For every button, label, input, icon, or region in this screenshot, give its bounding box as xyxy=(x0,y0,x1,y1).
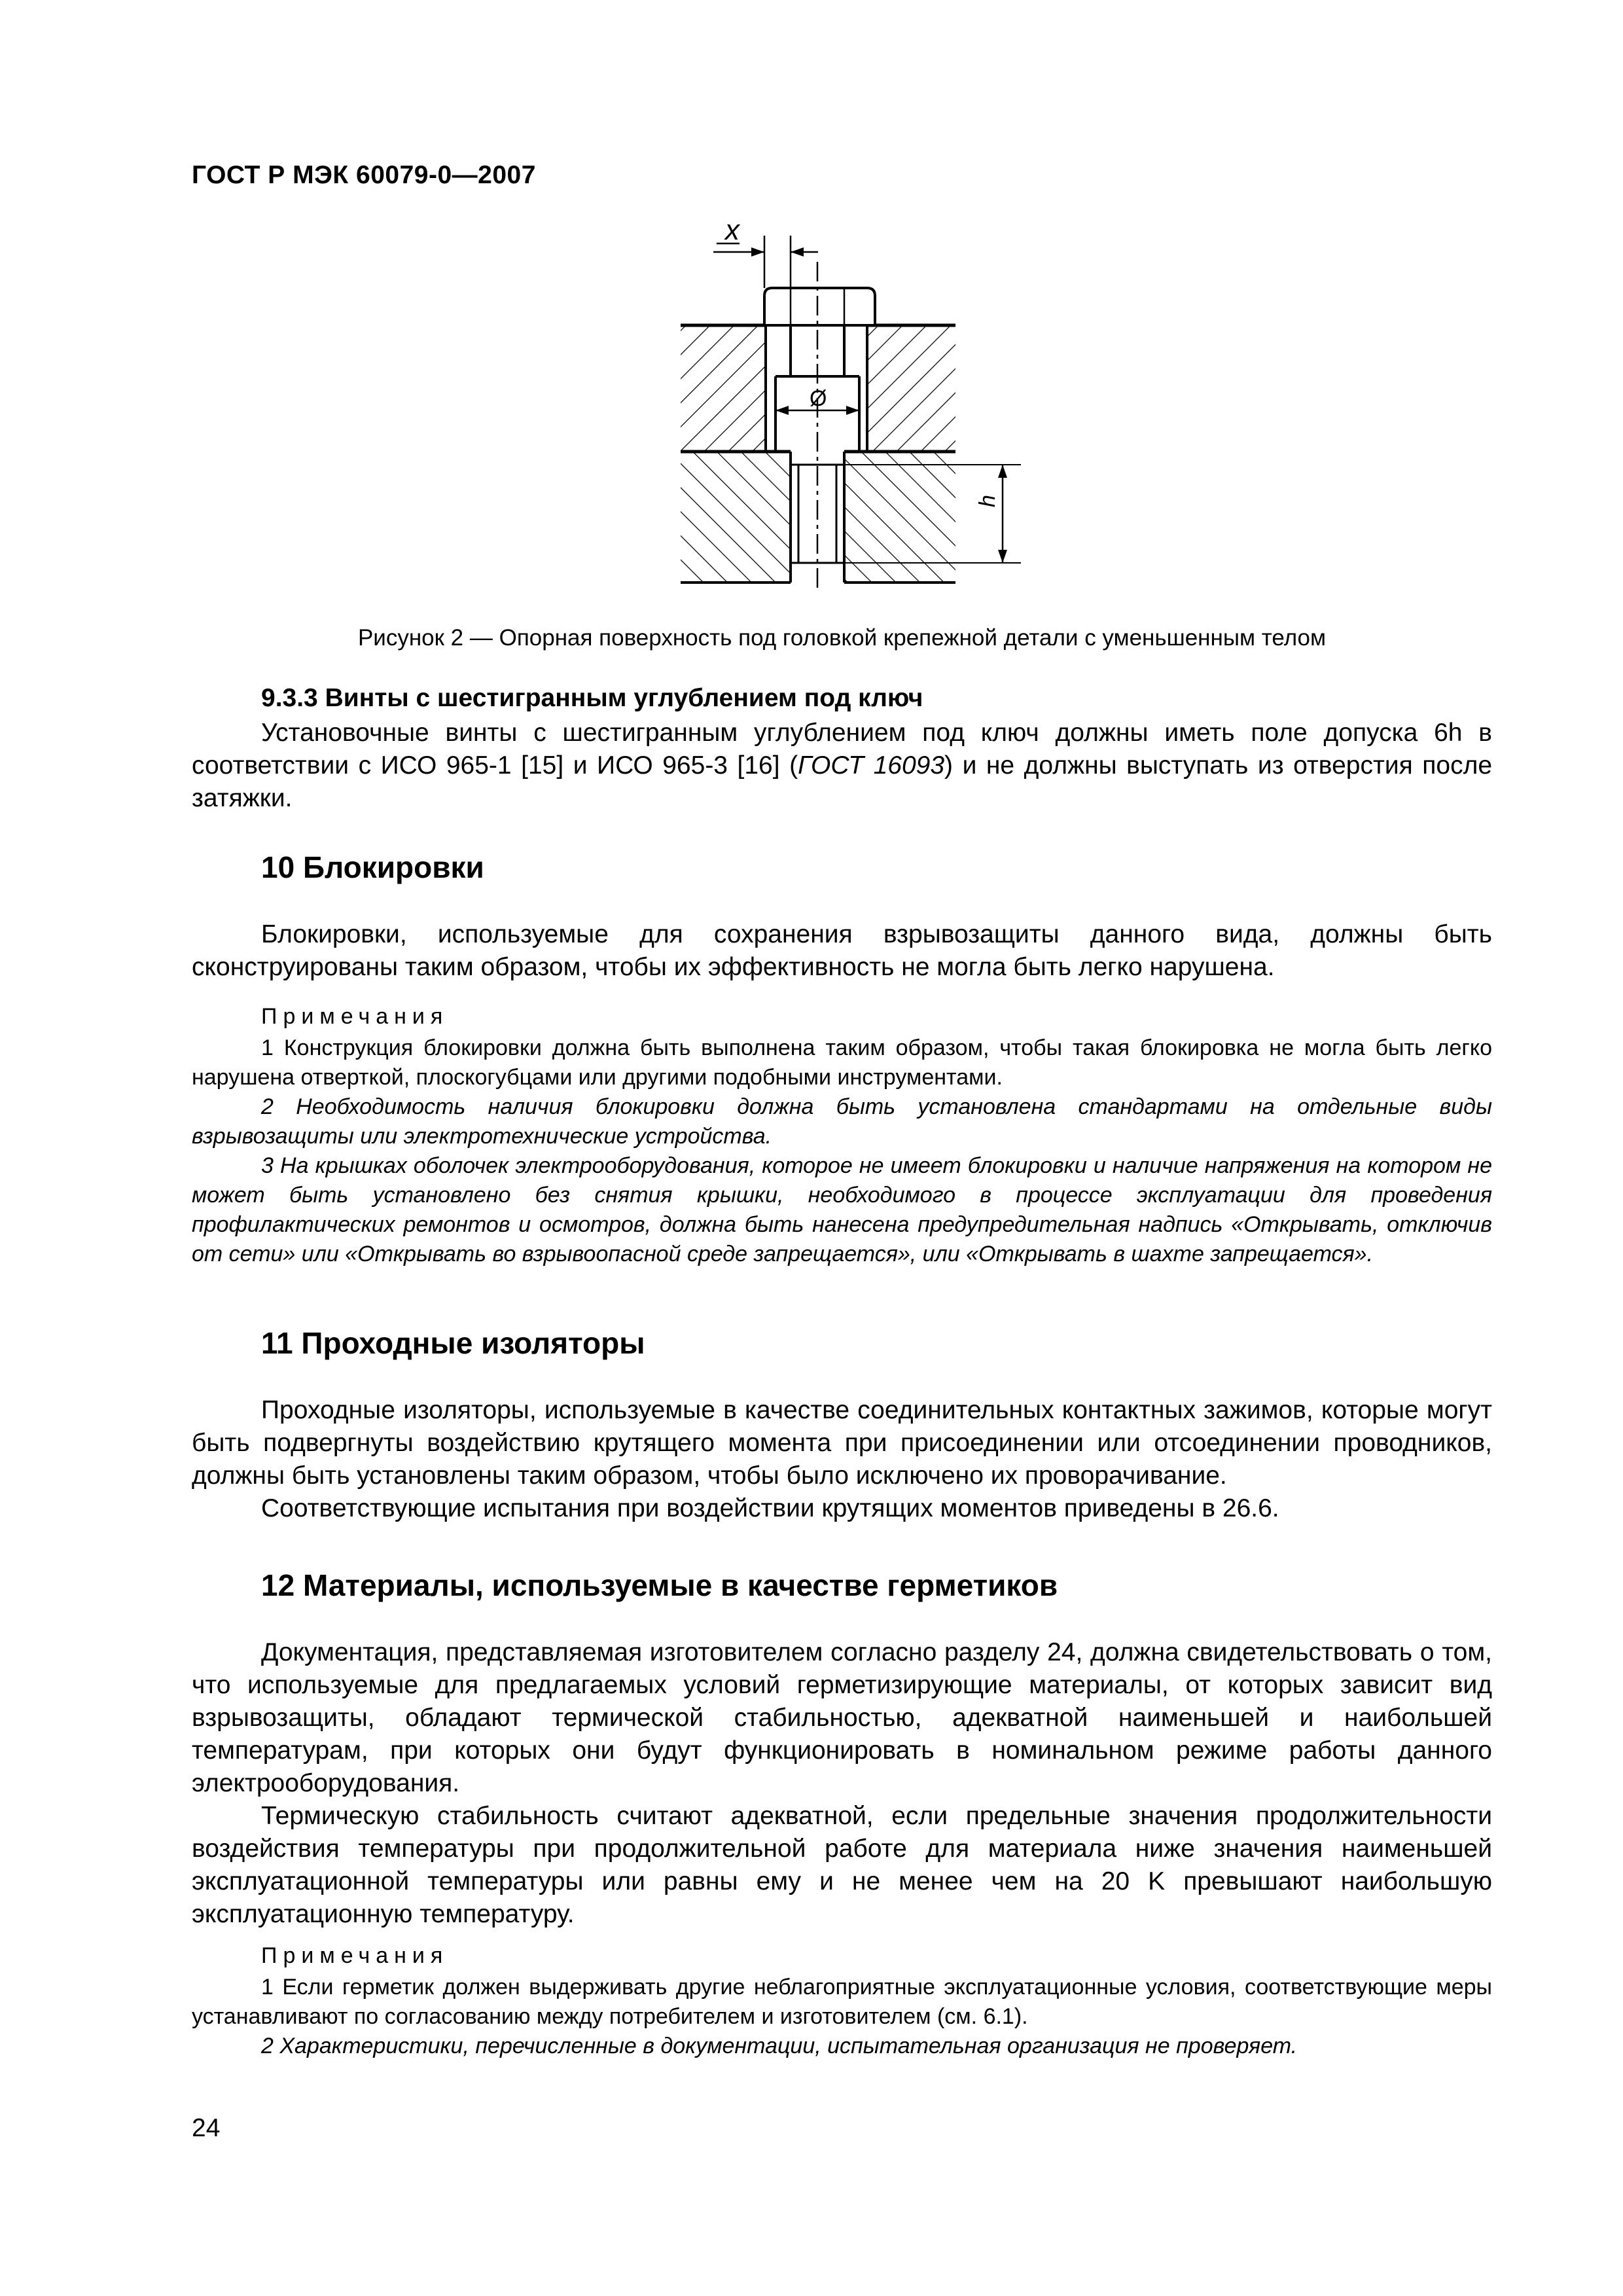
subsection-title: 9.3.3 Винты с шестигранным углублением под ключ xyxy=(261,684,923,712)
paragraph: Установочные винты с шестигранным углублением под ключ должны иметь поле допуска 6h в соответствии с ИСО 965-1 [15] и ИСО 965-3 [16] (ГОСТ 16093) и не должны выступать из отверстия после затяжки. xyxy=(192,719,1493,812)
label-x: x xyxy=(725,221,740,246)
paragraph: Блокировки, используемые для сохранения взрывозащиты данного вида, должны быть сконструированы таким образом, чтобы их эффективность не могла быть легко нарушена. xyxy=(192,920,1492,981)
section-12-body xyxy=(192,1636,1492,2061)
notes-title: Примечания xyxy=(261,1004,449,1029)
note-1: 1 Если герметик должен выдерживать другие неблагоприятные эксплуатационные условия, соответствующие меры устанавливают по согласованию между потребителем и изготовителем (см. 6.1). xyxy=(192,1975,1492,2029)
label-diameter: Ø xyxy=(810,386,827,411)
paragraph: Проходные изоляторы, используемые в качестве соединительных контактных зажимов, которые могут быть подвергнуты воздействию крутящего момента при присоединении или отсоединении проводников, должны быть установлены таким образом, чтобы было исключено их проворачивание. xyxy=(192,1396,1492,1490)
figure-caption: Рисунок 2 — Опорная поверхность под головкой крепежной детали с уменьшенным телом xyxy=(357,625,1327,651)
page-number: 24 xyxy=(192,2114,221,2142)
label-h: h xyxy=(975,495,1000,507)
screw-head xyxy=(764,288,875,325)
section-12 xyxy=(192,1568,1492,1603)
paragraph: Соответствующие испытания при воздействии крутящих моментов приведены в 26.6. xyxy=(261,1494,1279,1522)
section-title: 11 Проходные изоляторы xyxy=(261,1326,645,1360)
section-9-3-3 xyxy=(192,684,1492,815)
section-10-body xyxy=(192,918,1492,1269)
note-2: 2 Характеристики, перечисленные в документации, испытательная организация не проверяет. xyxy=(261,2034,1298,2058)
section-11-body xyxy=(192,1394,1492,1525)
section-11 xyxy=(192,1325,1492,1361)
notes-title: Примечания xyxy=(261,1943,449,1968)
section-10 xyxy=(192,850,1492,885)
figure-2-drawing xyxy=(668,221,1034,601)
section-title: 10 Блокировки xyxy=(261,850,484,884)
paragraph: Термическую стабильность считают адекватной, если предельные значения продолжительности воздействия температуры при продолжительной работе для материала ниже значения наименьшей эксплуатационной температуры или равны ему и не менее чем на 20 K превышают наибольшую эксплуатационную температуру. xyxy=(192,1802,1492,1928)
note-2: 2 Необходимость наличия блокировки должна быть установлена стандартами на отдельные виды взрывозащиты или электротехнические устройства. xyxy=(192,1094,1492,1149)
note-3: 3 На крышках оболочек электрооборудования, которое не имеет блокировки и наличие напряжения на котором не может быть установлено без снятия крышки, необходимого в процессе эксплуатации для проведения профилактических ремонтов и осмотров, должна быть нанесена предупредительная надпись «Открывать, отключив от сети» или «Открывать во взрывоопасной среде запрещается», или «Открывать в шахте запрещается». xyxy=(192,1153,1492,1266)
paragraph: Документация, представляемая изготовителем согласно разделу 24, должна свидетельствовать о том, что используемые для предлагаемых условий герметизирующие материалы, от которых зависит вид взрывозащиты, обладают термической стабильностью, адекватной наименьшей и наибольшей температурам, при которых они будут функционировать в номинальном режиме работы данного электрооборудования. xyxy=(192,1638,1492,1797)
document-header: ГОСТ Р МЭК 60079-0—2007 xyxy=(192,161,536,189)
section-title: 12 Материалы, используемые в качестве герметиков xyxy=(261,1568,1058,1602)
note-1: 1 Конструкция блокировки должна быть выполнена таким образом, чтобы такая блокировка не могла быть легко нарушена отверткой, плоскогубцами или другими подобными инструментами. xyxy=(192,1035,1492,1090)
